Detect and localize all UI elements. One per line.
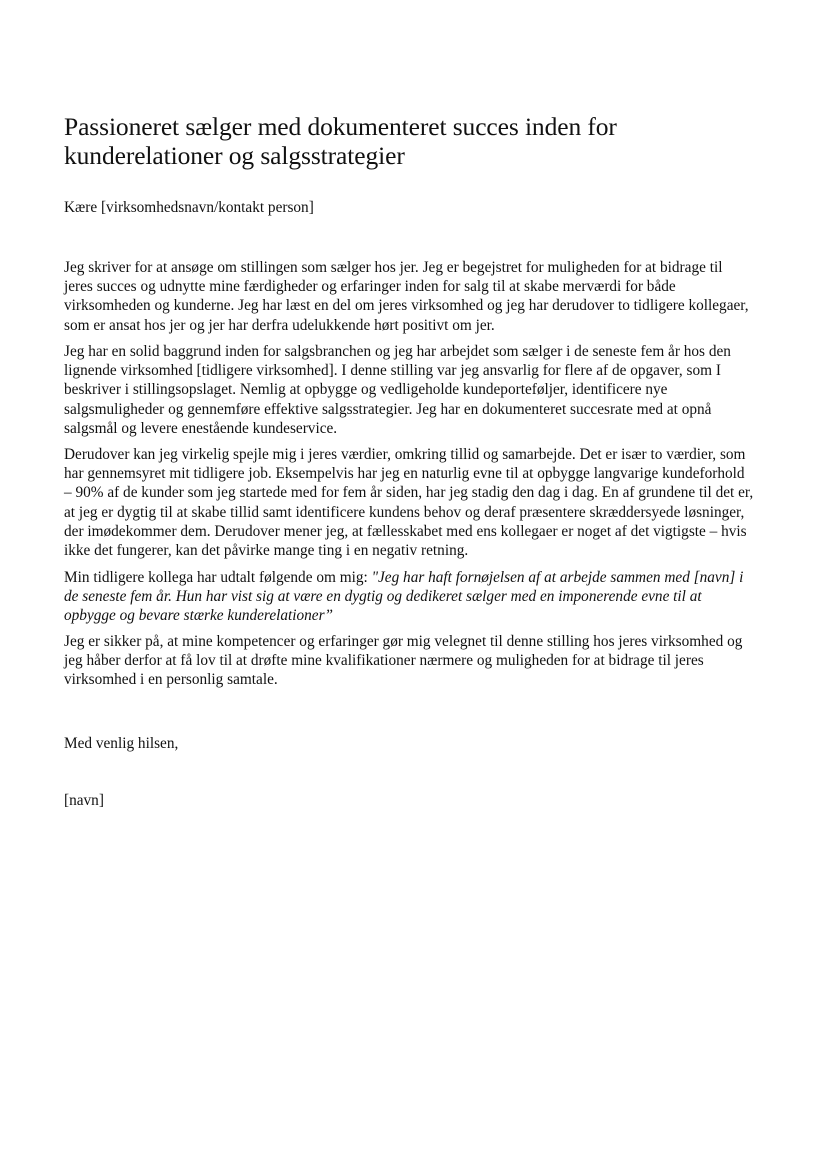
reference-quote: "Jeg har haft fornøjelsen af at arbejde sammen med [navn] i de seneste fem år. Hun har vist sig at være en dygtig og dedikeret sælger med en imponerende evne til at opbygge og bevare stærke kunderelationer” bbox=[64, 569, 744, 625]
body-paragraph-intro: Jeg skriver for at ansøge om stillingen som sælger hos jer. Jeg er begejstret for muligheden for at bidrage til jeres succes og udnytte mine færdigheder og erfaringer inden for salg til at skabe merværdi for både virksomheden og kunderne. Jeg har læst en del om jeres virksomhed og jeg har derudover to tidligere kollegaer, som er ansat hos jer og jer har derfra udelukkende hørt positivt om jer. bbox=[64, 259, 749, 334]
letter-greeting: Kære [virksomhedsnavn/kontakt person] bbox=[64, 199, 314, 216]
reference-intro: Min tidligere kollega har udtalt følgende om mig: bbox=[64, 569, 372, 586]
letter-closing: Med venlig hilsen, bbox=[64, 735, 179, 752]
body-paragraph-closing: Jeg er sikker på, at mine kompetencer og erfaringer gør mig velegnet til denne stilling hos jeres virksomhed og jeg håber derfor at få lov til at drøfte mine kvalifikationer nærmere og muligheden for at bidrage til jeres virksomhed i en personlig samtale. bbox=[64, 633, 743, 689]
body-paragraph-reference bbox=[64, 568, 754, 626]
body-paragraph-background: Jeg har en solid baggrund inden for salgsbranchen og jeg har arbejdet som sælger i de seneste fem år hos den lignende virksomhed [tidligere virksomhed]. I denne stilling var jeg ansvarlig for flere af de opgaver, som I beskriver i stillingsopslaget. Nemlig at opbygge og vedligeholde kundeporteføljer, identificere nye salgsmuligheder og gennemføre effektive salgsstrategier. Jeg har en dokumenteret succesrate med at opnå salgsmål og levere enestående kundeservice. bbox=[64, 343, 731, 437]
letter-signature: [navn] bbox=[64, 792, 104, 809]
letter-title: Passioneret sælger med dokumenteret succes inden for kunderelationer og salgsstrategier bbox=[64, 112, 617, 170]
body-paragraph-values: Derudover kan jeg virkelig spejle mig i jeres værdier, omkring tillid og samarbejde. Det er især to værdier, som har gennemsyret mit tidligere job. Eksempelvis har jeg en naturlig evne til at opbygge langvarige kundeforhold – 90% af de kunder som jeg startede med for fem år siden, har jeg stadig den dag i dag. En af grundene til det er, at jeg er dygtig til at skabe tillid samt identificere kundens behov og deraf præsentere skræddersyede løsninger, der imødekommer dem. Derudover mener jeg, at fællesskabet med ens kollegaer er noget af det vigtigste – hvis ikke det fungerer, kan det påvirke mange ting i en negativ retning. bbox=[64, 446, 754, 560]
